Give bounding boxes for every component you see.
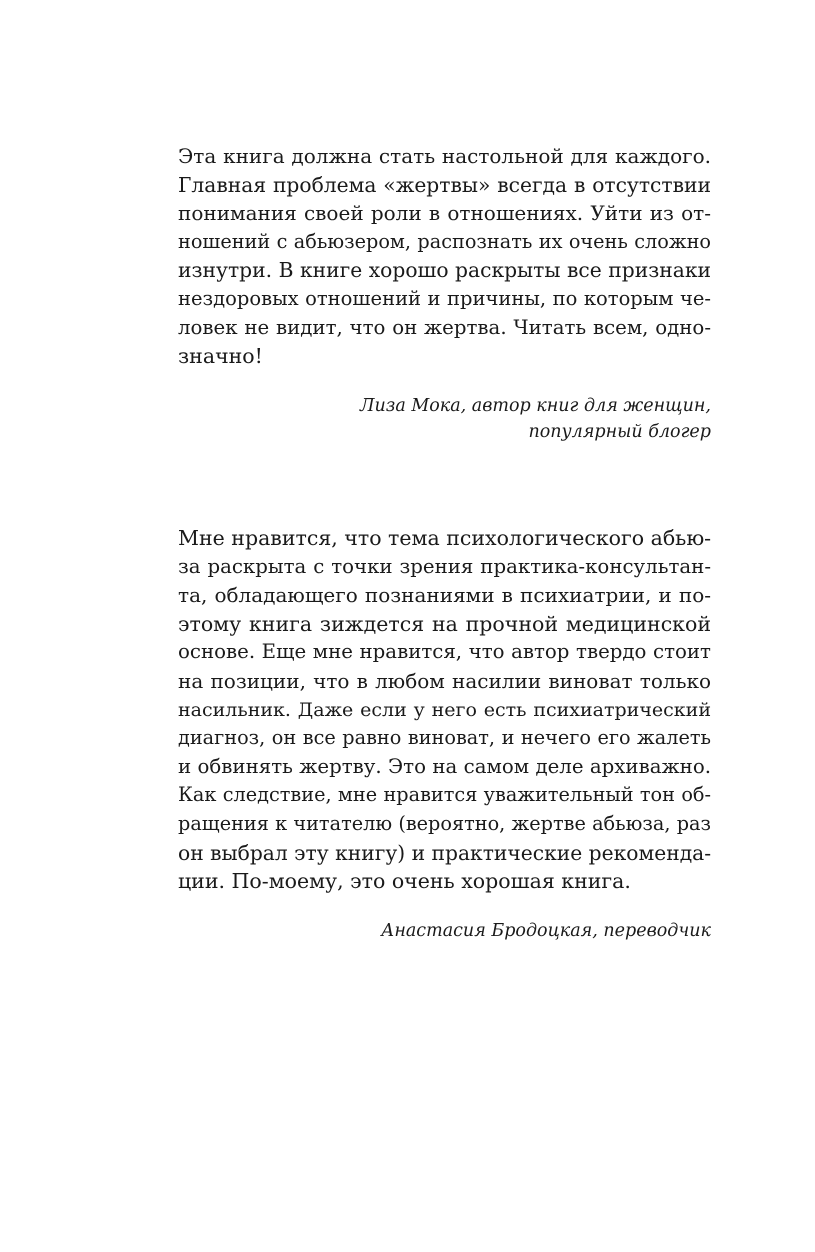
- text-line: ловек не видит, что он жертва. Читать всем, одно-: [178, 315, 711, 339]
- text-line: ращения к читателю (вероятно, жертве абьюза, раз: [178, 811, 711, 835]
- text-line: ношений с абьюзером, распознать их очень сложно: [178, 229, 711, 253]
- attribution-line: популярный блогер: [528, 421, 711, 442]
- attribution-line: Анастасия Бродоцкая, переводчик: [381, 920, 711, 941]
- text-line: значно!: [178, 344, 263, 369]
- review-1-text: [178, 142, 711, 371]
- review-1: [178, 142, 711, 445]
- review-2-text: [178, 524, 711, 896]
- text-line: Как следствие, мне нравится уважительный тон об-: [178, 783, 711, 807]
- text-line: диагноз, он все равно виноват, и нечего его жалеть: [178, 726, 711, 750]
- text-line: ции. По-моему, это очень хорошая книга.: [178, 869, 631, 894]
- text-line: и обвинять жертву. Это на самом деле архиважно.: [178, 754, 711, 778]
- text-line: основе. Еще мне нравится, что автор твердо стоит: [178, 640, 711, 664]
- text-line: Мне нравится, что тема психологического абью-: [178, 526, 712, 550]
- review-1-attribution: [178, 393, 711, 445]
- review-2-attribution: [178, 918, 711, 944]
- text-line: Эта книга должна стать настольной для каждого.: [178, 144, 711, 168]
- text-line: на позиции, что в любом насилии виноват только: [178, 668, 711, 693]
- text-line: нездоровых отношений и причины, по которым че-: [178, 286, 711, 310]
- text-line: Главная проблема «жертвы» всегда в отсутствии: [178, 172, 711, 197]
- text-line: за раскрыта с точки зрения практика-консультан-: [178, 554, 711, 578]
- text-line: та, обладающего познаниями в психиатрии, и по-: [178, 583, 711, 608]
- text-line: изнутри. В книге хорошо раскрыты все признаки: [178, 258, 711, 283]
- text-line: этому книга зиждется на прочной медицинской: [178, 611, 711, 636]
- review-2: [178, 524, 711, 944]
- text-line: насильник. Даже если у него есть психиатрический: [178, 698, 711, 721]
- text-line: понимания своей роли в отношениях. Уйти из от-: [178, 201, 711, 226]
- text-line: он выбрал эту книгу) и практические рекоменда-: [178, 840, 712, 865]
- attribution-line: Лиза Мока, автор книг для женщин,: [359, 395, 711, 416]
